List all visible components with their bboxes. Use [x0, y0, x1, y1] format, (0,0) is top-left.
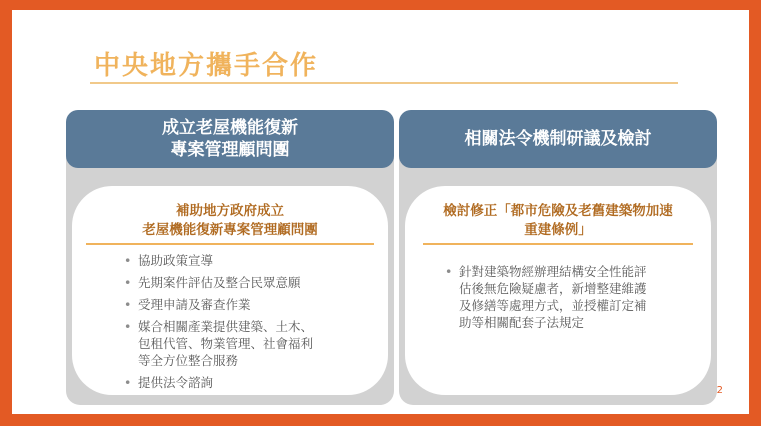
right-card-title-line-2: 重建條例」 — [524, 222, 592, 238]
right-header-line-1: 相關法令機制研議及檢討 — [464, 129, 652, 149]
left-column-header — [66, 110, 394, 168]
right-bullet-list — [445, 263, 683, 337]
bullet-text-line: 助等相關配套子法規定 — [459, 315, 585, 330]
left-header-line-2: 專案管理顧問團 — [170, 140, 290, 160]
list-item — [124, 252, 368, 269]
right-column-header — [399, 110, 717, 168]
slide-title: 中央地方攜手合作 — [94, 51, 319, 81]
bullet-text-line: • 針對建築物經辦理結構安全性能評 — [459, 264, 647, 279]
list-item — [124, 318, 368, 369]
list-item — [445, 263, 683, 331]
page-number: 2 — [716, 385, 723, 396]
title-divider — [90, 82, 678, 84]
bullet-text-line: • 媒合相關產業提供建築、土木、 — [138, 319, 314, 334]
bullet-text: 協助政策宣導 — [138, 253, 214, 268]
bullet-text-line: 及修繕等處理方式，並授權訂定補 — [459, 298, 647, 313]
left-column — [66, 110, 394, 405]
left-content-card — [72, 186, 388, 395]
left-bullet-list — [124, 252, 368, 396]
right-card-title — [405, 202, 711, 240]
list-item — [124, 374, 368, 391]
bullet-text: 先期案件評估及整合民眾意願 — [138, 275, 301, 290]
left-card-title — [72, 202, 388, 240]
bullet-text-line: 等全方位整合服務 — [138, 353, 239, 368]
left-card-title-line-2: 老屋機能復新專案管理顧問團 — [142, 222, 318, 238]
bullet-text-line: 估後無危險疑慮者，新增整建維護 — [459, 281, 647, 296]
bullet-text: 提供法令諮詢 — [138, 375, 214, 390]
left-card-title-line-1: 補助地方政府成立 — [176, 203, 284, 219]
right-card-divider — [423, 243, 693, 245]
slide — [12, 10, 749, 414]
right-column — [399, 110, 717, 405]
bullet-text: 受理申請及審查作業 — [138, 297, 251, 312]
right-card-title-line-1: 檢討修正「都市危險及老舊建築物加速 — [443, 203, 673, 219]
list-item — [124, 274, 368, 291]
right-content-card — [405, 186, 711, 395]
left-header-line-1: 成立老屋機能復新 — [162, 118, 298, 138]
left-card-divider — [86, 243, 374, 245]
bullet-text-line: 包租代管、物業管理、社會福利 — [138, 336, 314, 351]
list-item — [124, 296, 368, 313]
